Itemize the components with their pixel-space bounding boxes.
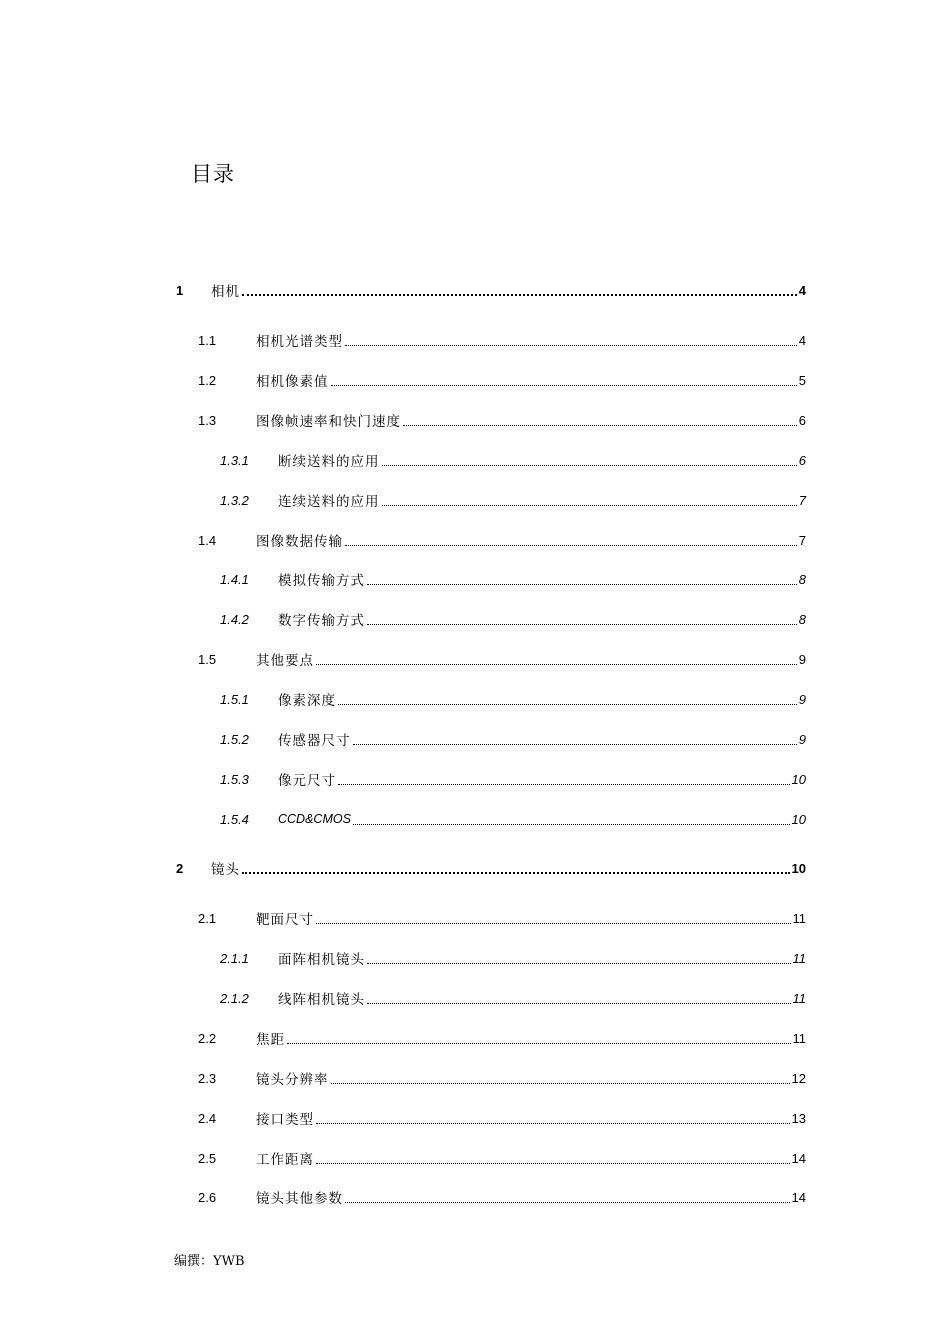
toc-entry[interactable] (0, 648, 950, 670)
toc-entry[interactable] (0, 329, 950, 351)
toc-entry-title: 靶面尺寸 (256, 912, 314, 928)
toc-entry-number: 1 (176, 282, 184, 298)
toc-entry-title: 相机像素值 (256, 374, 329, 390)
toc-entry[interactable] (0, 1067, 950, 1089)
toc-entry-title: 其他要点 (256, 653, 314, 669)
toc-entry-page: 6 (798, 412, 806, 428)
toc-dot-leader (367, 963, 791, 964)
toc-entry-title: 相机 (211, 284, 240, 300)
toc-entry-number: 1.5 (198, 651, 217, 667)
toc-entry[interactable] (0, 369, 950, 391)
toc-entry[interactable] (0, 768, 950, 790)
toc-dot-leader (338, 704, 797, 705)
toc-dot-leader (345, 1202, 790, 1203)
toc-entry-page: 10 (791, 811, 806, 827)
toc-entry[interactable] (0, 1107, 950, 1129)
toc-entry-title: 数字传输方式 (278, 613, 365, 629)
toc-entry-number: 2.1 (198, 910, 217, 926)
toc-entry[interactable] (0, 568, 950, 590)
toc-entry-page: 14 (791, 1189, 806, 1205)
toc-entry-page: 9 (798, 731, 806, 747)
toc-entry-title: 断续送料的应用 (278, 454, 380, 470)
toc-dot-leader (367, 624, 797, 625)
toc-entry-page: 14 (791, 1150, 806, 1166)
toc-entry-page: 7 (798, 492, 806, 508)
page-footer: 编撰：YWB (174, 1254, 245, 1269)
toc-entry-title: 传感器尺寸 (278, 733, 351, 749)
toc-entry-number: 1.4.2 (220, 611, 249, 627)
toc-entry-number: 1.5.1 (220, 691, 249, 707)
toc-entry-number: 2.3 (198, 1070, 217, 1086)
toc-entry-page: 11 (792, 1030, 806, 1046)
toc-entry-title: 像素深度 (278, 693, 336, 709)
toc-entry[interactable] (0, 279, 950, 301)
toc-entry-page: 11 (792, 950, 806, 966)
toc-entry-title: 线阵相机镜头 (278, 992, 365, 1008)
toc-entry-title: 焦距 (256, 1032, 285, 1048)
toc-entry[interactable] (0, 529, 950, 551)
toc-entry-page: 12 (791, 1070, 806, 1086)
toc-entry-title: 镜头其他参数 (256, 1191, 343, 1207)
toc-dot-leader (316, 664, 797, 665)
toc-entry-number: 2.5 (198, 1150, 217, 1166)
toc-entry[interactable] (0, 608, 950, 630)
toc-entry[interactable] (0, 947, 950, 969)
toc-entry-number: 1.3.1 (220, 452, 249, 468)
toc-entry-title: 连续送料的应用 (278, 494, 380, 510)
toc-dot-leader (382, 465, 797, 466)
toc-entry-title: 相机光谱类型 (256, 334, 343, 350)
toc-entry-page: 4 (798, 282, 806, 298)
toc-dot-leader (331, 385, 797, 386)
toc-entry[interactable] (0, 808, 950, 830)
toc-entry-number: 2 (176, 860, 184, 876)
toc-dot-leader (367, 1003, 791, 1004)
toc-entry-page: 9 (798, 691, 806, 707)
toc-entry[interactable] (0, 857, 950, 879)
toc-dot-leader (403, 425, 797, 426)
toc-entry[interactable] (0, 1186, 950, 1208)
toc-dot-leader (353, 824, 790, 825)
toc-entry-number: 1.4 (198, 532, 217, 548)
toc-entry-number: 2.4 (198, 1110, 217, 1126)
toc-entry-page: 9 (798, 651, 806, 667)
toc-entry[interactable] (0, 449, 950, 471)
toc-entry[interactable] (0, 1027, 950, 1049)
toc-entry-number: 2.1.1 (220, 950, 249, 966)
toc-entry-page: 10 (791, 771, 806, 787)
toc-dot-leader (338, 784, 790, 785)
toc-entry-page: 11 (792, 990, 806, 1006)
toc-entry-title: 工作距离 (256, 1152, 314, 1168)
toc-entry-number: 1.5.3 (220, 771, 249, 787)
toc-entry-title: 镜头 (211, 862, 240, 878)
toc-entry[interactable] (0, 1147, 950, 1169)
page-title: 目录 (191, 162, 235, 186)
toc-entry[interactable] (0, 409, 950, 431)
toc-entry[interactable] (0, 688, 950, 710)
toc-entry-page: 11 (792, 910, 806, 926)
toc-entry[interactable] (0, 907, 950, 929)
toc-dot-leader (353, 744, 797, 745)
toc-dot-leader (242, 294, 797, 296)
toc-dot-leader (242, 872, 790, 874)
toc-entry-title: CCD&CMOS (278, 812, 351, 826)
toc-entry[interactable] (0, 728, 950, 750)
toc-entry-page: 6 (798, 452, 806, 468)
toc-dot-leader (287, 1043, 791, 1044)
toc-entry-number: 1.3 (198, 412, 217, 428)
toc-entry[interactable] (0, 489, 950, 511)
toc-entry-title: 镜头分辨率 (256, 1072, 329, 1088)
toc-dot-leader (382, 505, 797, 506)
toc-entry-title: 面阵相机镜头 (278, 952, 365, 968)
toc-entry-title: 图像帧速率和快门速度 (256, 414, 401, 430)
toc-dot-leader (345, 345, 797, 346)
toc-entry-title: 接口类型 (256, 1112, 314, 1128)
toc-dot-leader (316, 923, 791, 924)
toc-entry-page: 10 (791, 860, 806, 876)
toc-entry-number: 2.1.2 (220, 990, 249, 1006)
toc-entry-number: 1.2 (198, 372, 217, 388)
toc-entry-page: 8 (798, 571, 806, 587)
toc-entry-number: 2.2 (198, 1030, 217, 1046)
toc-entry-title: 像元尺寸 (278, 773, 336, 789)
toc-entry-number: 1.1 (198, 332, 217, 348)
toc-entry-title: 模拟传输方式 (278, 573, 365, 589)
toc-entry-page: 13 (791, 1110, 806, 1126)
toc-entry-page: 5 (798, 372, 806, 388)
toc-entry-number: 1.4.1 (220, 571, 249, 587)
toc-dot-leader (316, 1123, 790, 1124)
toc-entry-page: 8 (798, 611, 806, 627)
toc-dot-leader (367, 584, 797, 585)
toc-entry-number: 1.5.2 (220, 731, 249, 747)
toc-entry-number: 1.5.4 (220, 811, 249, 827)
toc-entry-number: 2.6 (198, 1189, 217, 1205)
toc-dot-leader (316, 1163, 790, 1164)
toc-entry-number: 1.3.2 (220, 492, 249, 508)
toc-dot-leader (345, 545, 797, 546)
toc-entry-title: 图像数据传输 (256, 534, 343, 550)
toc-dot-leader (331, 1083, 790, 1084)
toc-entry[interactable] (0, 987, 950, 1009)
toc-entry-page: 7 (798, 532, 806, 548)
toc-entry-page: 4 (798, 332, 806, 348)
